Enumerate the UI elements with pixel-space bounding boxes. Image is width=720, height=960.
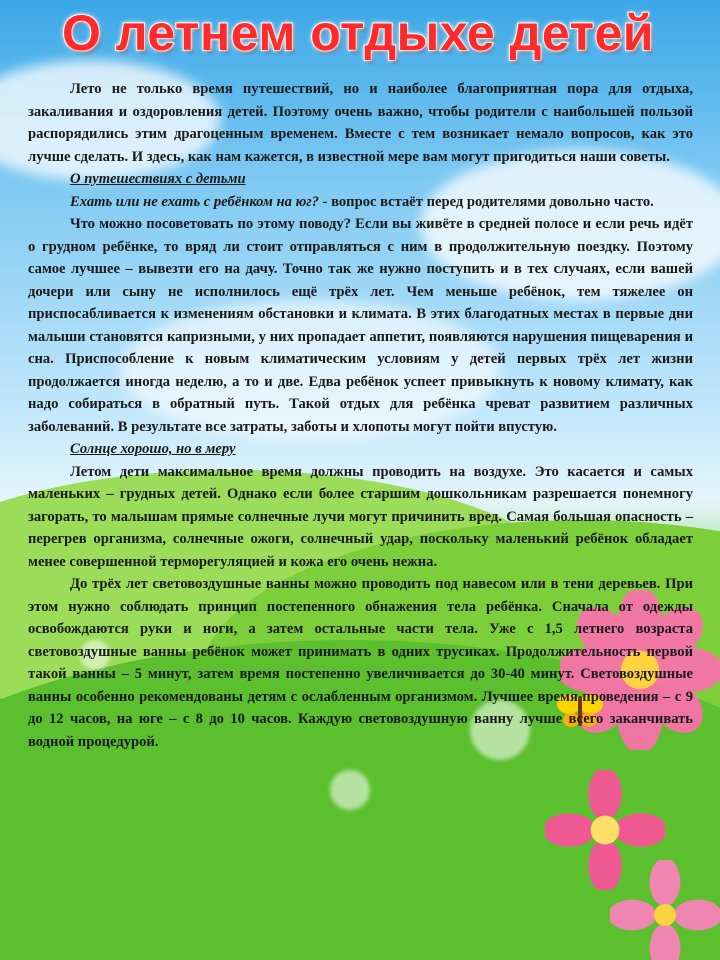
page-title: О летнем отдыхе детей (62, 5, 654, 61)
paragraph: До трёх лет световоздушные ванны можно проводить под навесом или в тени деревьев. При этом нужно соблюдать принцип постепенного обнажения тела ребёнка. Сначала от одежды освобождаются руки и ноги, а затем остальные части тела. Уже с 1,5 летнего возраста световоздушные ванны ребёнок может принимать в одних трусиках. Продолжительность первой такой ванны – 5 минут, затем время постепенно увеличивается до 30-40 минут. Световоздушные ванны особенно рекомендованы детям с ослабленным организмом. Лучшее время проведения – с 9 до 12 часов, на юге – с 8 до 10 часов. Каждую световоздушную ванну лучше всего заканчивать водной процедурой. (28, 576, 693, 750)
section-heading: Солнце хорошо, но в меру (70, 441, 236, 457)
question-text: Ехать или не ехать с ребёнком на юг? - (70, 193, 328, 210)
section-heading: О путешествиях с детьми (70, 171, 246, 187)
light-sparkle (330, 770, 370, 810)
article-body (28, 78, 693, 753)
paragraph-text: вопрос встаёт перед родителями довольно часто. (327, 193, 654, 210)
paragraph (28, 191, 693, 214)
paragraph: Что можно посоветовать по этому поводу? Если вы живёте в средней полосе и если речь идёт о грудном ребёнке, то вряд ли стоит отправляться с ним в продолжительную поездку. Поэтому самое лучшее – вывезти его на дачу. Точно так же нужно поступить и в тех случаях, если вашей дочери или сыну не исполнилось ещё трёх лет. Чем меньше ребёнок, тем тяжелее он приспосабливается к изменениям обстановки и климата. В этих благодатных местах в первые дни малыши становятся капризными, у них пропадает аппетит, появляются нарушения пищеварения и сна. Приспособление к новым климатическим условиям у детей первых трёх лет жизни продолжается иногда неделю, а то и две. Едва ребёнок успеет привыкнуть к новому климату, как надо собираться в обратный путь. Такой отдых для ребёнка чреват развитием различных заболеваний. В результате все затраты, заботы и хлопоты могут пойти впустую. (28, 216, 693, 435)
paragraph: Лето не только время путешествий, но и наиболее благоприятная пора для отдыха, закаливания и оздоровления детей. Поэтому очень важно, чтобы родители с наибольшей пользой распорядились этим драгоценным временем. Вместе с тем возникает немало вопросов, как это лучше сделать. И здесь, как нам кажется, в известной мере вам могут пригодиться наши советы. (28, 81, 693, 165)
paragraph: Летом дети максимальное время должны проводить на воздухе. Это касается и самых маленьких – грудных детей. Однако если более старшим дошкольникам разрешается понемногу загорать, то малышам прямые солнечные лучи могут причинить вред. Самая большая опасность – перегрев организма, солнечные ожоги, солнечный удар, поскольку маленький ребёнок обладает менее совершенной терморегуляцией и кожа его очень нежна. (28, 463, 693, 570)
pink-flower-icon (610, 860, 720, 960)
